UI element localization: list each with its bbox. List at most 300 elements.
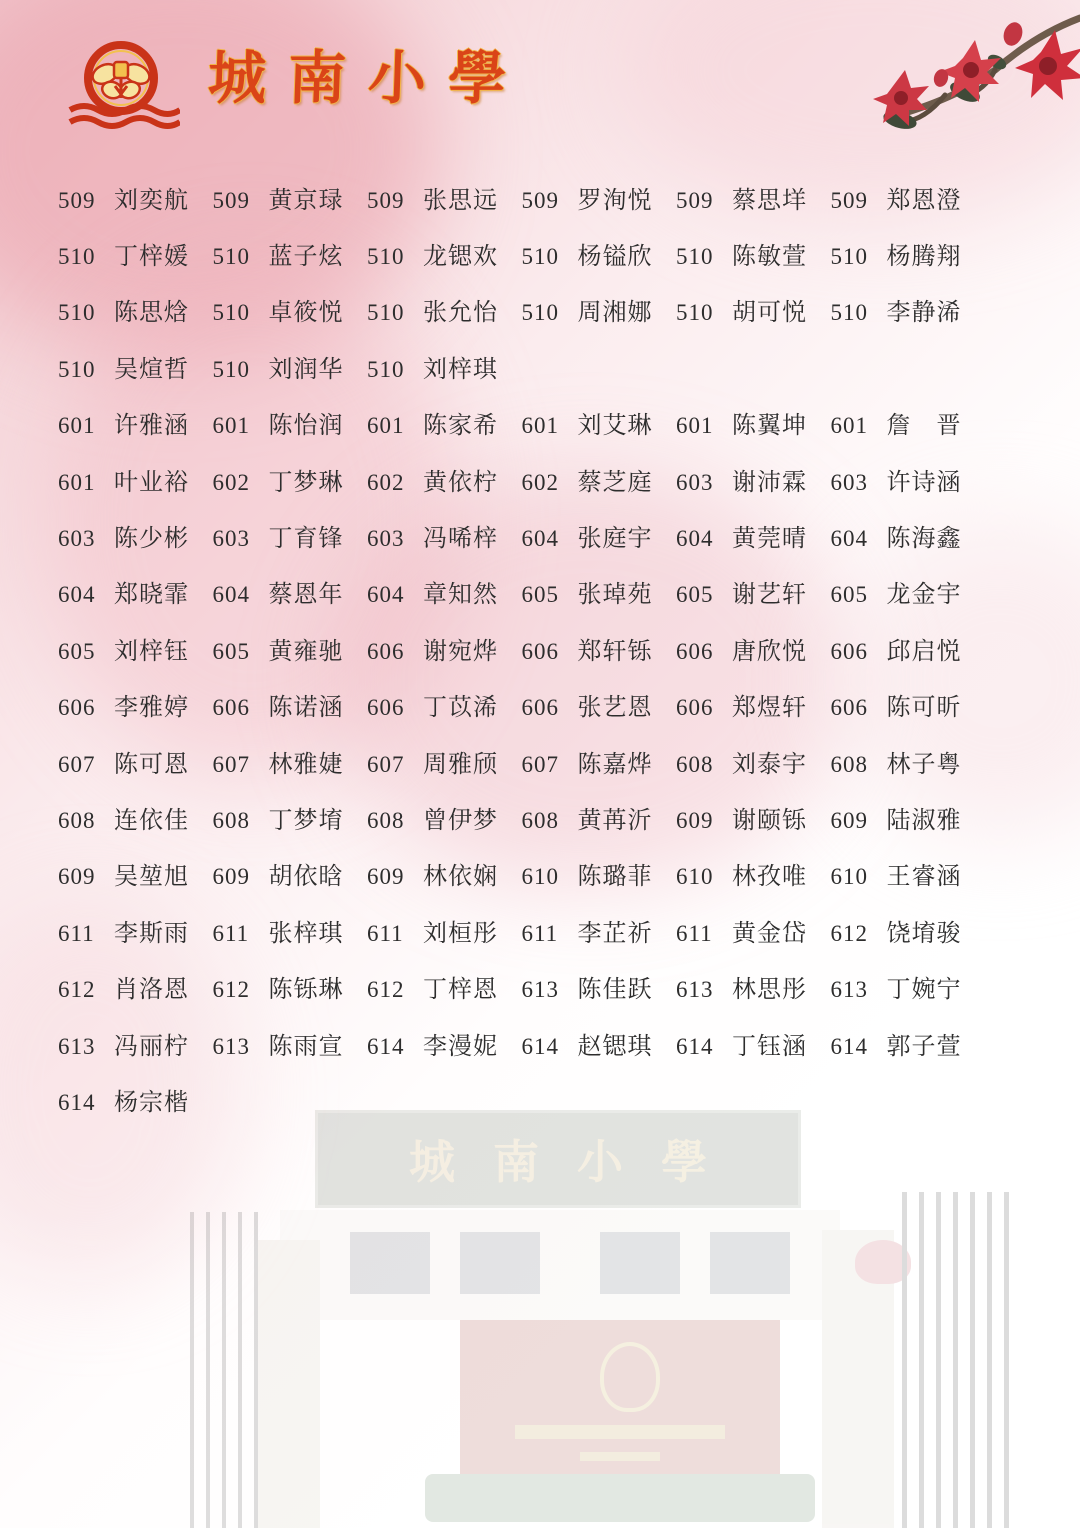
roster-entry	[831, 631, 986, 666]
roster-entry	[676, 631, 831, 666]
roster-entry	[522, 405, 677, 440]
student-name: 冯丽柠	[114, 1033, 189, 1060]
roster-entry	[367, 292, 522, 327]
class-number: 602	[367, 469, 405, 495]
class-number: 613	[676, 977, 714, 1003]
class-number: 608	[521, 807, 559, 833]
student-name: 刘泰宇	[732, 751, 807, 778]
roster-entry	[58, 687, 213, 722]
class-number: 509	[521, 187, 559, 213]
student-name: 邱启悦	[886, 638, 962, 665]
student-name: 陈铄琳	[268, 977, 344, 1004]
student-name: 陈家希	[423, 413, 498, 440]
roster-entry	[367, 462, 522, 497]
roster-entry	[522, 913, 677, 948]
student-name: 刘桓彤	[423, 920, 498, 947]
window	[600, 1232, 680, 1294]
class-number: 606	[521, 638, 559, 664]
roster-entry	[522, 969, 677, 1004]
class-number: 510	[58, 356, 96, 382]
student-name: 章知然	[423, 582, 498, 609]
roster-entry	[58, 1026, 213, 1061]
class-number: 601	[830, 413, 868, 439]
roster-entry	[831, 518, 986, 553]
roster-entry	[676, 856, 831, 891]
roster-entry	[831, 687, 986, 722]
roster-entry	[522, 574, 677, 609]
class-number: 606	[830, 638, 868, 664]
student-name: 郑轩铄	[577, 638, 653, 665]
roster-entry	[522, 1026, 677, 1061]
gate-pillar	[258, 1240, 320, 1528]
roster-entry	[213, 518, 368, 553]
student-name: 杨镒欣	[577, 244, 653, 271]
class-number: 602	[521, 469, 559, 495]
kapok-flower	[1015, 30, 1080, 100]
kapok-branch-decoration	[845, 0, 1080, 160]
window	[350, 1232, 430, 1294]
roster-entry	[367, 856, 522, 891]
roster-row	[58, 958, 998, 1014]
class-number: 510	[367, 356, 405, 382]
student-name: 陈少彬	[114, 526, 189, 553]
roster-entry	[676, 969, 831, 1004]
roster-entry	[213, 969, 368, 1004]
student-name: 郑晓霏	[114, 582, 189, 609]
class-number: 605	[830, 582, 868, 608]
roster-entry	[213, 687, 368, 722]
class-number: 603	[212, 526, 250, 552]
roster-row	[58, 169, 998, 225]
student-name: 黄莞晴	[732, 526, 807, 553]
class-number: 604	[58, 582, 96, 608]
student-name: 周雅颀	[423, 751, 498, 778]
roster-entry	[676, 744, 831, 779]
class-number: 611	[367, 920, 404, 946]
class-number: 609	[367, 864, 405, 890]
class-number: 510	[830, 300, 868, 326]
roster-entry	[522, 800, 677, 835]
student-name: 丁苡浠	[423, 695, 498, 722]
class-number: 613	[830, 977, 868, 1003]
student-name: 张琸苑	[577, 582, 653, 609]
class-number: 611	[212, 920, 250, 946]
student-name: 陈璐菲	[577, 864, 653, 891]
school-name-title: 城南小學	[206, 46, 530, 111]
student-name: 蔡思垟	[732, 187, 807, 214]
class-number: 606	[58, 695, 96, 721]
class-number: 509	[676, 187, 714, 213]
roster-entry	[831, 744, 986, 779]
class-number: 606	[676, 695, 714, 721]
roster-entry	[213, 462, 368, 497]
roster-entry	[58, 292, 213, 327]
student-name: 林孜唯	[732, 864, 807, 891]
student-name: 赵锶琪	[577, 1033, 653, 1060]
student-name: 黄依柠	[423, 469, 498, 496]
class-number: 610	[830, 864, 868, 890]
student-name: 龙锶欢	[423, 244, 498, 271]
roster-row	[58, 733, 998, 789]
window	[460, 1232, 540, 1294]
roster-entry	[213, 1026, 368, 1061]
roster-entry	[367, 969, 522, 1004]
class-number: 611	[58, 920, 95, 946]
signboard-text: 城南小學	[409, 1137, 745, 1188]
student-name: 王睿涵	[886, 864, 962, 891]
student-name: 蔡芝庭	[577, 469, 653, 496]
roster-entry	[58, 969, 213, 1004]
student-name: 郑恩澄	[886, 187, 962, 214]
class-number: 608	[676, 751, 714, 777]
roster-entry	[522, 631, 677, 666]
roster-entry	[213, 574, 368, 609]
student-name: 陈海鑫	[886, 526, 962, 553]
roster-entry	[831, 800, 986, 835]
gold-inscription	[580, 1452, 660, 1461]
class-number: 607	[212, 751, 250, 777]
roster-entry	[58, 180, 213, 215]
roster-entry	[58, 462, 213, 497]
class-number: 604	[212, 582, 250, 608]
roster-entry	[522, 744, 677, 779]
class-number: 607	[521, 751, 559, 777]
student-name: 饶堉骏	[886, 920, 962, 947]
roster-entry	[367, 1026, 522, 1061]
student-name: 周湘娜	[577, 300, 653, 327]
roster-entry	[831, 856, 986, 891]
student-name: 陈怡润	[268, 413, 344, 440]
student-name: 丁梦堉	[268, 807, 344, 834]
class-number: 612	[212, 977, 250, 1003]
student-name: 丁育锋	[268, 526, 344, 553]
student-name: 丁钰涵	[732, 1033, 807, 1060]
class-number: 607	[58, 751, 96, 777]
roster-entry	[213, 236, 368, 271]
class-number: 510	[367, 300, 405, 326]
iron-fence	[190, 1212, 260, 1528]
student-name: 丁婉宁	[886, 977, 962, 1004]
class-number: 614	[367, 1033, 405, 1059]
roster-entry	[831, 292, 986, 327]
student-name: 陈佳跃	[577, 977, 653, 1004]
class-number: 608	[212, 807, 250, 833]
roster-entry	[58, 631, 213, 666]
student-name: 陈思焓	[114, 300, 189, 327]
class-number: 510	[212, 244, 250, 270]
school-logo-icon	[68, 38, 180, 132]
class-number: 601	[367, 413, 405, 439]
class-number: 601	[58, 413, 96, 439]
class-number: 604	[521, 526, 559, 552]
class-number: 613	[212, 1033, 250, 1059]
student-name: 郑煜轩	[732, 695, 807, 722]
student-name: 张梓琪	[268, 920, 344, 947]
roster-entry	[213, 349, 368, 384]
class-number: 610	[521, 864, 559, 890]
class-number: 608	[367, 807, 405, 833]
student-name: 吴堃旭	[114, 864, 189, 891]
student-name: 林依娴	[423, 864, 498, 891]
class-number: 510	[830, 244, 868, 270]
class-number: 509	[212, 187, 250, 213]
roster-row	[58, 1015, 998, 1071]
student-name: 许诗涵	[886, 469, 962, 496]
student-name: 蔡恩年	[268, 582, 344, 609]
class-number: 510	[212, 300, 250, 326]
student-name: 郭子萱	[886, 1033, 962, 1060]
roster-entry	[831, 1026, 986, 1061]
class-number: 609	[830, 807, 868, 833]
iron-gate	[902, 1192, 1010, 1528]
roster-row	[58, 902, 998, 958]
class-number: 609	[212, 864, 250, 890]
student-name: 林思彤	[732, 977, 807, 1004]
roster-entry	[676, 913, 831, 948]
student-name: 李斯雨	[114, 920, 189, 947]
student-name: 陈可昕	[886, 695, 962, 722]
student-roster	[58, 169, 998, 1128]
roster-entry	[831, 969, 986, 1004]
student-name: 张允怡	[423, 300, 498, 327]
class-number: 510	[676, 300, 714, 326]
roster-row	[58, 451, 998, 507]
student-name: 杨腾翔	[886, 244, 962, 271]
class-number: 608	[58, 807, 96, 833]
roster-entry	[367, 687, 522, 722]
class-number: 605	[212, 638, 250, 664]
student-name: 刘艾琳	[577, 413, 653, 440]
roster-row	[58, 789, 998, 845]
roster-entry	[367, 744, 522, 779]
roster-entry	[367, 405, 522, 440]
roster-entry	[831, 405, 986, 440]
roster-row	[58, 507, 998, 563]
class-number: 606	[212, 695, 250, 721]
class-number: 601	[58, 469, 96, 495]
class-number: 614	[830, 1033, 868, 1059]
roster-entry	[367, 574, 522, 609]
class-number: 609	[58, 864, 96, 890]
class-number: 510	[676, 244, 714, 270]
student-name: 李漫妮	[423, 1033, 498, 1060]
class-number: 606	[676, 638, 714, 664]
roster-entry	[58, 405, 213, 440]
gold-inscription	[515, 1425, 725, 1439]
class-number: 510	[212, 356, 250, 382]
class-number: 608	[830, 751, 868, 777]
class-number: 604	[367, 582, 405, 608]
roster-entry	[58, 744, 213, 779]
class-number: 602	[212, 469, 250, 495]
student-name: 陈翼坤	[732, 413, 807, 440]
roster-entry	[367, 913, 522, 948]
roster-row	[58, 338, 998, 394]
roster-entry	[58, 574, 213, 609]
roster-entry	[676, 180, 831, 215]
roster-entry	[676, 800, 831, 835]
class-number: 610	[676, 864, 714, 890]
class-number: 609	[676, 807, 714, 833]
roster-row	[58, 1071, 998, 1127]
class-number: 603	[830, 469, 868, 495]
student-name: 张庭宇	[577, 526, 653, 553]
student-name: 黄雍驰	[268, 638, 344, 665]
roster-entry	[367, 800, 522, 835]
class-number: 612	[58, 977, 96, 1003]
class-number: 604	[830, 526, 868, 552]
student-name: 陈雨宣	[268, 1033, 344, 1060]
class-number: 604	[676, 526, 714, 552]
class-number: 605	[676, 582, 714, 608]
roster-entry	[676, 1026, 831, 1061]
roster-entry	[676, 462, 831, 497]
roster-entry	[831, 180, 986, 215]
student-name: 刘梓钰	[114, 638, 189, 665]
student-name: 卓筱悦	[268, 300, 344, 327]
class-number: 509	[830, 187, 868, 213]
class-number: 611	[521, 920, 559, 946]
roster-entry	[367, 518, 522, 553]
roster-entry	[676, 687, 831, 722]
class-number: 607	[367, 751, 405, 777]
student-name: 黄京琭	[268, 187, 344, 214]
student-name: 胡依晗	[268, 864, 344, 891]
roster-entry	[367, 236, 522, 271]
roster-entry	[58, 1082, 213, 1117]
class-number: 614	[676, 1033, 714, 1059]
student-name: 许雅涵	[114, 413, 189, 440]
student-name: 张艺恩	[577, 695, 653, 722]
student-name: 李雅婷	[114, 695, 189, 722]
roster-entry	[213, 292, 368, 327]
roster-entry	[213, 800, 368, 835]
window	[710, 1232, 790, 1294]
roster-entry	[676, 236, 831, 271]
roster-row	[58, 395, 998, 451]
student-name: 肖洛恩	[114, 977, 189, 1004]
class-number: 606	[367, 695, 405, 721]
roster-row	[58, 282, 998, 338]
gold-emblem	[600, 1342, 660, 1412]
student-name: 曾伊梦	[423, 807, 498, 834]
roster-entry	[676, 405, 831, 440]
student-name: 李静浠	[886, 300, 962, 327]
class-number: 603	[367, 526, 405, 552]
class-number: 612	[830, 920, 868, 946]
class-number: 611	[676, 920, 713, 946]
student-name: 胡可悦	[732, 300, 807, 327]
class-number: 510	[58, 300, 96, 326]
student-name: 谢沛霖	[732, 469, 807, 496]
class-number: 603	[58, 526, 96, 552]
class-number: 606	[521, 695, 559, 721]
student-name: 陈敏萱	[732, 244, 807, 271]
student-name: 刘梓琪	[423, 356, 498, 383]
roster-row	[58, 620, 998, 676]
class-number: 601	[212, 413, 250, 439]
class-number: 603	[676, 469, 714, 495]
student-name: 丁梓恩	[423, 977, 498, 1004]
class-number: 614	[58, 1089, 96, 1115]
class-number: 510	[521, 244, 559, 270]
roster-entry	[522, 856, 677, 891]
class-number: 605	[58, 638, 96, 664]
student-name: 冯唏梓	[423, 526, 498, 553]
roster-entry	[676, 574, 831, 609]
roster-entry	[676, 292, 831, 327]
student-name: 黄苒沂	[577, 807, 653, 834]
roster-entry	[367, 349, 522, 384]
roster-row	[58, 564, 998, 620]
student-name: 叶业裕	[114, 469, 189, 496]
class-number: 606	[367, 638, 405, 664]
student-name: 陈诺涵	[268, 695, 344, 722]
roster-entry	[522, 292, 677, 327]
roster-entry	[522, 518, 677, 553]
class-number: 601	[521, 413, 559, 439]
roster-entry	[831, 574, 986, 609]
class-number: 613	[58, 1033, 96, 1059]
roster-entry	[213, 856, 368, 891]
roster-row	[58, 225, 998, 281]
roster-entry	[522, 462, 677, 497]
roster-entry	[522, 687, 677, 722]
class-number: 605	[521, 582, 559, 608]
student-name: 蓝子炫	[268, 244, 344, 271]
student-name: 陈可恩	[114, 751, 189, 778]
roster-entry	[367, 631, 522, 666]
roster-entry	[58, 856, 213, 891]
class-number: 510	[58, 244, 96, 270]
student-name: 连依佳	[114, 807, 189, 834]
class-number: 613	[521, 977, 559, 1003]
roster-entry	[213, 744, 368, 779]
red-memorial-wall	[460, 1320, 780, 1488]
class-number: 612	[367, 977, 405, 1003]
roster-entry	[58, 236, 213, 271]
class-number: 614	[521, 1033, 559, 1059]
student-name: 丁梓媛	[114, 244, 189, 271]
student-name: 罗洵悦	[577, 187, 653, 214]
student-name: 李芷祈	[577, 920, 653, 947]
roster-row	[58, 846, 998, 902]
student-name: 吴煊哲	[114, 356, 189, 383]
class-number: 510	[521, 300, 559, 326]
class-number: 510	[367, 244, 405, 270]
class-number: 606	[830, 695, 868, 721]
student-name: 詹 晋	[886, 413, 962, 440]
roster-entry	[367, 180, 522, 215]
roster-entry	[676, 518, 831, 553]
class-number: 509	[58, 187, 96, 213]
student-name: 陆淑雅	[886, 807, 962, 834]
roster-entry	[213, 180, 368, 215]
student-name: 谢宛烨	[423, 638, 498, 665]
roster-entry	[58, 800, 213, 835]
class-number: 509	[367, 187, 405, 213]
roster-entry	[58, 349, 213, 384]
student-name: 陈嘉烨	[577, 751, 653, 778]
roster-entry	[213, 913, 368, 948]
student-name: 刘润华	[268, 356, 344, 383]
student-name: 龙金宇	[886, 582, 962, 609]
roster-entry	[522, 236, 677, 271]
student-name: 刘奕航	[114, 187, 189, 214]
roster-entry	[213, 405, 368, 440]
student-name: 唐欣悦	[732, 638, 807, 665]
student-name: 谢颐铄	[732, 807, 807, 834]
